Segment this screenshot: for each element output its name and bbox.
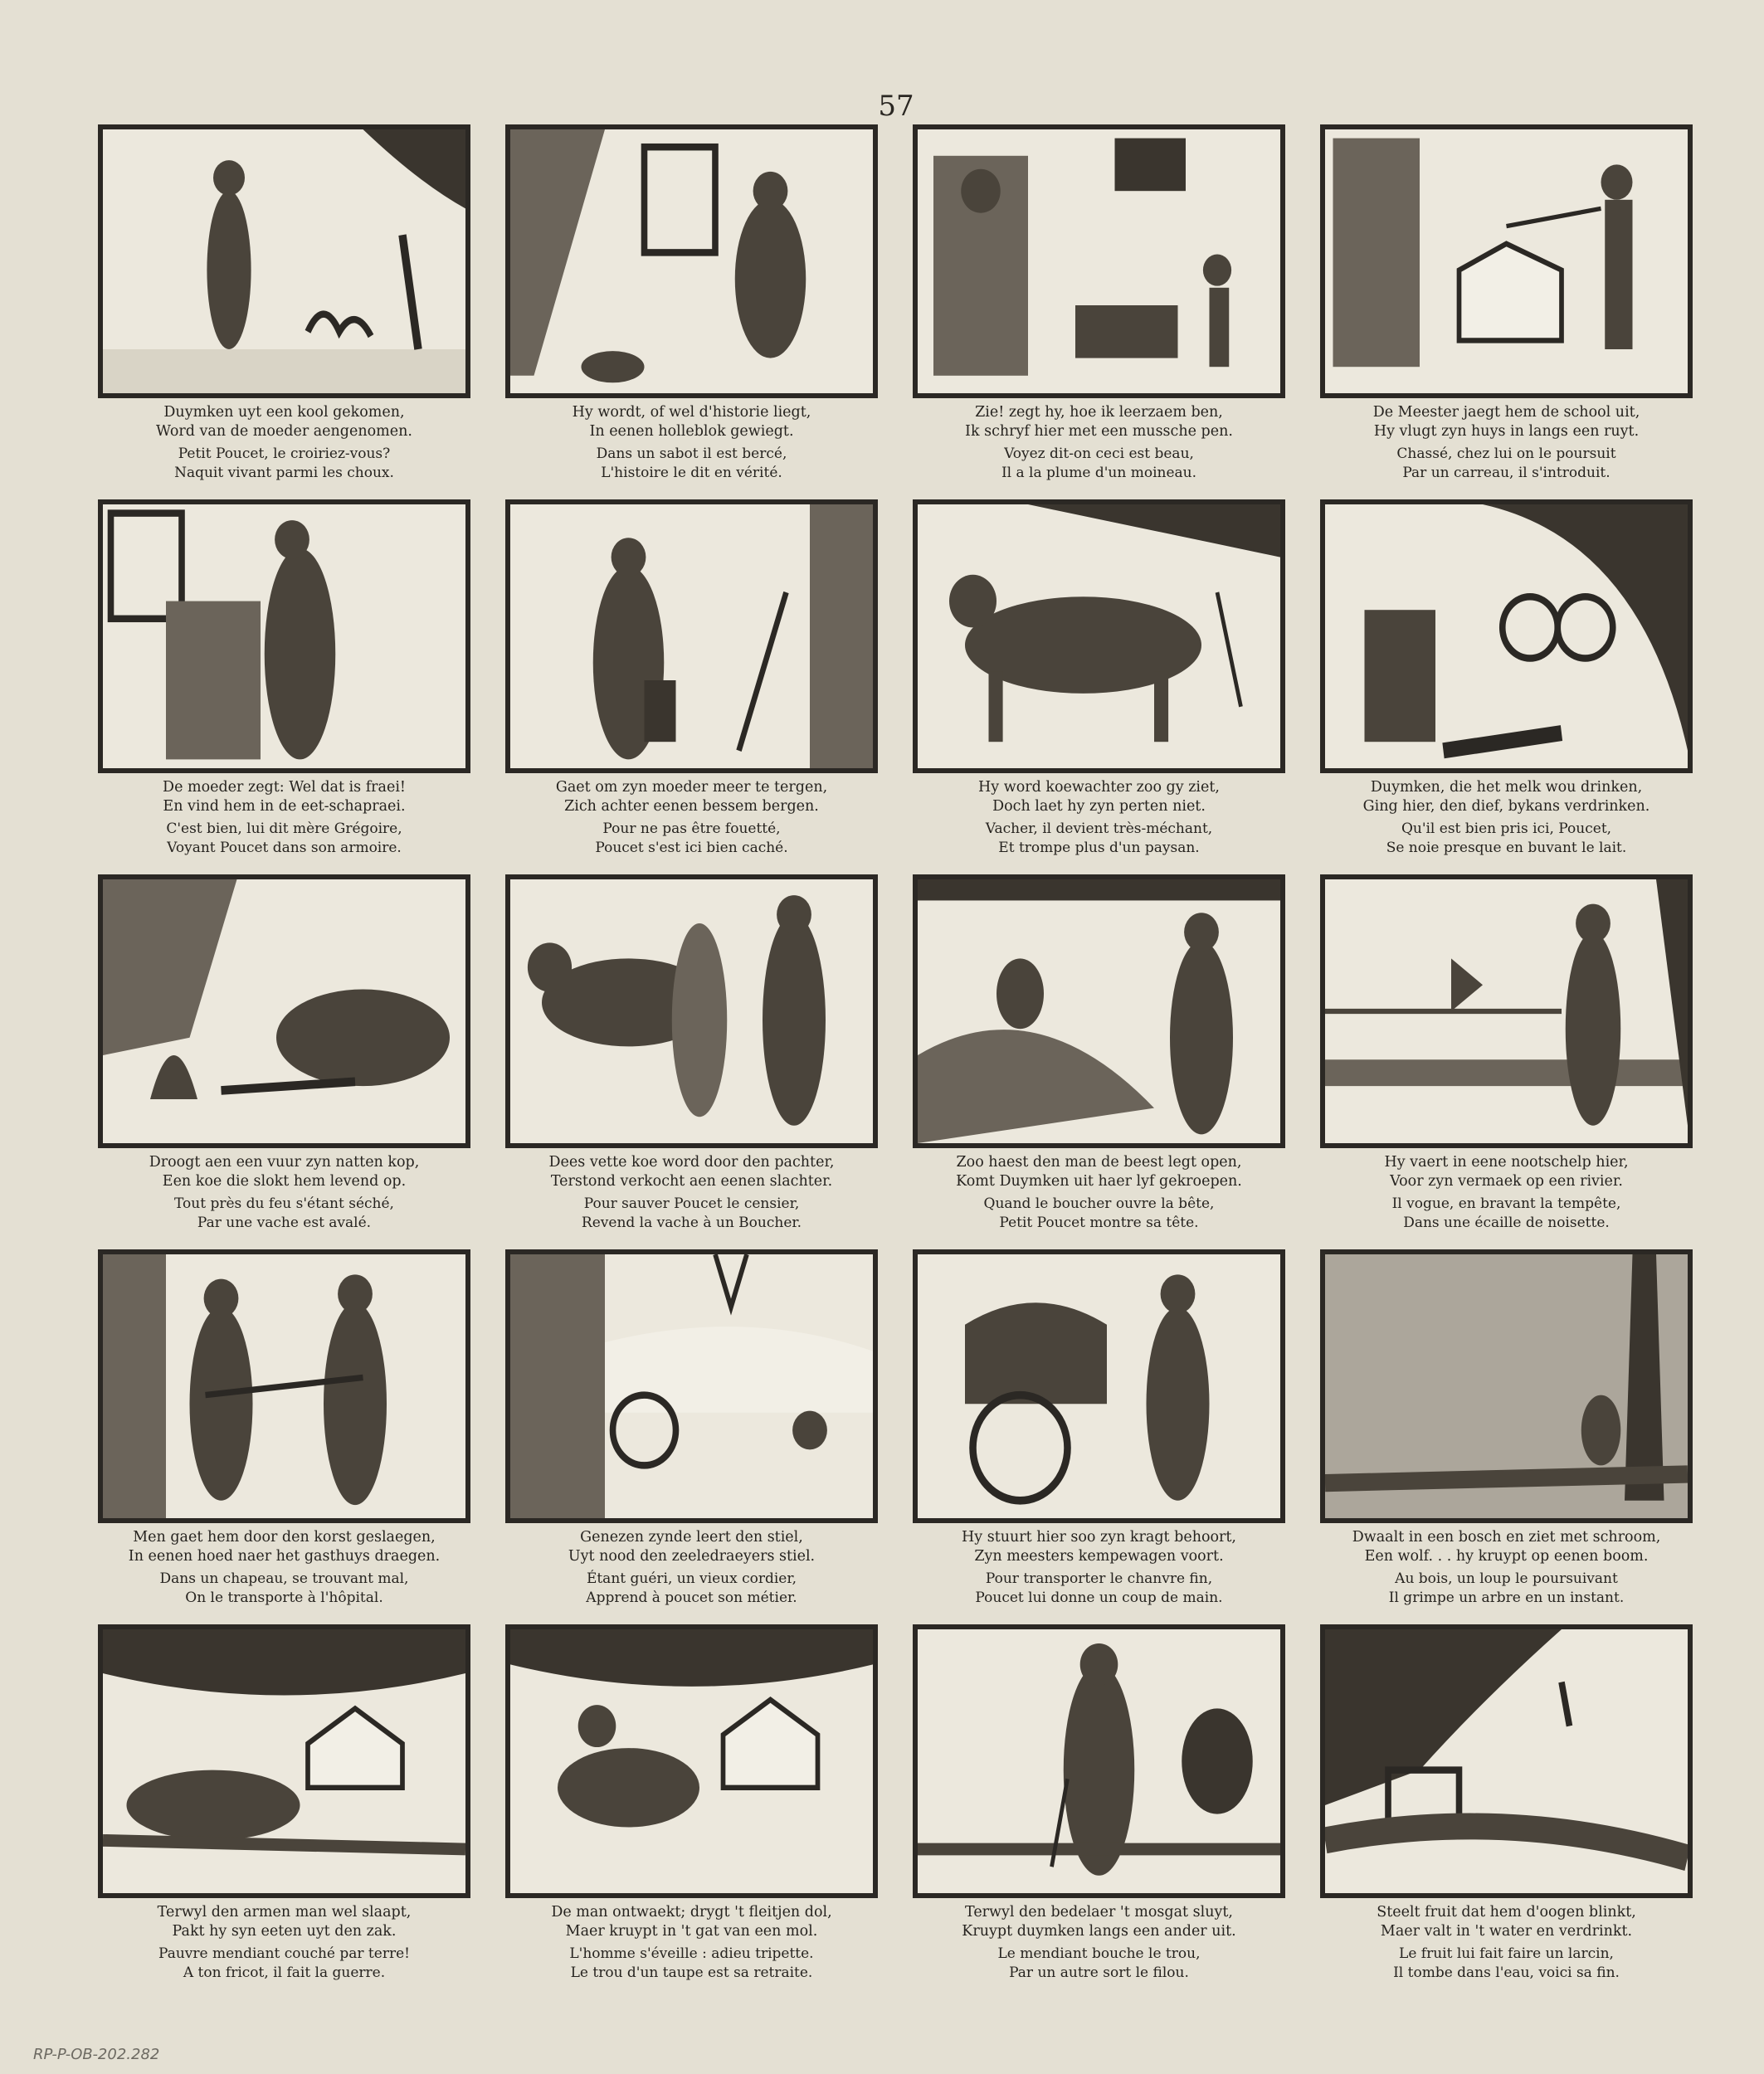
french-verse-line: L'homme s'éveille : adieu tripette.	[569, 1945, 814, 1962]
woodcut-panel	[1320, 1249, 1693, 1616]
french-verse-line: Quand le boucher ouvre la bête,	[983, 1195, 1215, 1212]
french-verse-line: Qu'il est bien pris ici, Poucet,	[1401, 820, 1612, 837]
panel-caption	[149, 1153, 420, 1233]
french-verse-line: Il vogue, en bravant la tempête,	[1391, 1195, 1621, 1212]
french-verse-line: Par un autre sort le filou.	[1009, 1964, 1189, 1981]
dutch-verse-line: Ik schryf hier met een mussche pen.	[965, 423, 1233, 440]
dutch-verse-line: Komt Duymken uit haer lyf gekroepen.	[956, 1173, 1242, 1190]
dutch-verse-line: Dees vette koe word door den pachter,	[548, 1154, 835, 1171]
french-verse-line: On le transporte à l'hôpital.	[185, 1590, 383, 1606]
french-verse-line: Par une vache est avalé.	[197, 1215, 372, 1231]
woodcut-panel	[98, 499, 470, 866]
woodcut-illustration	[913, 1624, 1285, 1898]
dutch-verse-line: De moeder zegt: Wel dat is fraei!	[163, 779, 406, 796]
woodcut-panel	[913, 499, 1285, 866]
woodcut-illustration	[1320, 124, 1693, 398]
woodcut-illustration	[98, 124, 470, 398]
woodcut-illustration	[98, 499, 470, 773]
woodcut-illustration	[98, 874, 470, 1148]
panel-caption	[1352, 1528, 1661, 1608]
dutch-verse-line: Hy wordt, of wel d'historie liegt,	[572, 404, 811, 421]
dutch-verse-line: Zoo haest den man de beest legt open,	[956, 1154, 1242, 1171]
woodcut-illustration	[1320, 874, 1693, 1148]
dutch-verse-line: Voor zyn vermaek op een rivier.	[1390, 1173, 1623, 1190]
french-verse-line: C'est bien, lui dit mère Grégoire,	[166, 820, 402, 837]
dutch-verse-line: Droogt aen een vuur zyn natten kop,	[149, 1154, 420, 1171]
dutch-verse-line: Terwyl den armen man wel slaapt,	[157, 1904, 412, 1921]
dutch-verse-line: Hy word koewachter zoo gy ziet,	[978, 779, 1220, 796]
dutch-verse-line: Word van de moeder aengenomen.	[156, 423, 412, 440]
dutch-verse-line: Doch laet hy zyn perten niet.	[992, 798, 1206, 815]
dutch-verse-line: De Meester jaegt hem de school uit,	[1372, 404, 1640, 421]
woodcut-illustration	[505, 1624, 878, 1898]
dutch-verse-line: Zyn meesters kempewagen voort.	[974, 1548, 1224, 1565]
french-verse-line: Dans une écaille de noisette.	[1403, 1215, 1610, 1231]
panel-caption	[163, 778, 406, 858]
dutch-verse-line: In eenen hoed naer het gasthuys draegen.	[128, 1548, 441, 1565]
panel-caption	[962, 1903, 1235, 1983]
french-verse-line: Dans un sabot il est bercé,	[596, 445, 787, 462]
dutch-verse-line: En vind hem in de eet-schapraei.	[163, 798, 406, 815]
woodcut-illustration	[98, 1624, 470, 1898]
dutch-verse-line: Gaet om zyn moeder meer te tergen,	[555, 779, 828, 796]
dutch-verse-line: Een koe die slokt hem levend op.	[162, 1173, 407, 1190]
french-verse-line: Petit Poucet montre sa tête.	[999, 1215, 1199, 1231]
page-number: 57	[878, 90, 914, 123]
woodcut-grid	[98, 124, 1693, 1991]
dutch-verse-line: Genezen zynde leert den stiel,	[580, 1529, 803, 1546]
dutch-verse-line: Dwaalt in een bosch en ziet met schroom,	[1352, 1529, 1661, 1546]
dutch-verse-line: Zich achter eenen bessem bergen.	[564, 798, 819, 815]
woodcut-illustration	[505, 1249, 878, 1523]
woodcut-panel	[505, 124, 878, 491]
panel-caption	[962, 1528, 1236, 1608]
panel-caption	[568, 1528, 815, 1608]
panel-caption	[158, 1903, 412, 1983]
catalog-mark: RP-P-OB-202.282	[33, 2046, 160, 2063]
woodcut-panel	[913, 874, 1285, 1241]
woodcut-panel	[1320, 499, 1693, 866]
french-verse-line: Naquit vivant parmi les choux.	[174, 465, 394, 481]
woodcut-illustration	[913, 874, 1285, 1148]
woodcut-panel	[98, 1249, 470, 1616]
panel-caption	[551, 1903, 831, 1983]
french-verse-line: Petit Poucet, le croiriez-vous?	[178, 445, 391, 462]
panel-caption	[1377, 1903, 1636, 1983]
woodcut-panel	[913, 124, 1285, 491]
french-verse-line: Pauvre mendiant couché par terre!	[158, 1945, 410, 1962]
dutch-verse-line: Kruypt duymken langs een ander uit.	[962, 1923, 1236, 1940]
woodcut-panel	[1320, 1624, 1693, 1991]
french-verse-line: Chassé, chez lui on le poursuit	[1396, 445, 1616, 462]
french-verse-line: Au bois, un loup le poursuivant	[1395, 1570, 1618, 1587]
woodcut-illustration	[98, 1249, 470, 1523]
dutch-verse-line: Uyt nood den zeeledraeyers stiel.	[568, 1548, 816, 1565]
panel-caption	[1373, 403, 1640, 483]
woodcut-panel	[505, 499, 878, 866]
french-verse-line: A ton fricot, il fait la guerre.	[183, 1964, 386, 1981]
french-verse-line: Étant guéri, un vieux cordier,	[586, 1570, 797, 1587]
french-verse-line: Le mendiant bouche le trou,	[997, 1945, 1201, 1962]
dutch-verse-line: Duymken uyt een kool gekomen,	[163, 404, 405, 421]
french-verse-line: Se noie presque en buvant le lait.	[1386, 840, 1627, 856]
french-verse-line: Poucet lui donne un coup de main.	[975, 1590, 1223, 1606]
woodcut-illustration	[913, 1249, 1285, 1523]
french-verse-line: Le fruit lui fait faire un larcin,	[1399, 1945, 1614, 1962]
dutch-verse-line: Steelt fruit dat hem d'oogen blinkt,	[1377, 1904, 1636, 1921]
french-verse-line: Pour ne pas être fouetté,	[602, 820, 781, 837]
french-verse-line: L'histoire le dit en vérité.	[601, 465, 782, 481]
panel-caption	[156, 403, 412, 483]
woodcut-panel	[505, 1249, 878, 1616]
french-verse-line: Apprend à poucet son métier.	[586, 1590, 797, 1606]
woodcut-panel	[913, 1624, 1285, 1991]
panel-caption	[1384, 1153, 1628, 1233]
french-verse-line: Par un carreau, il s'introduit.	[1402, 465, 1611, 481]
woodcut-panel	[1320, 874, 1693, 1241]
dutch-verse-line: Duymken, die het melk wou drinken,	[1370, 779, 1643, 796]
french-verse-line: Il grimpe un arbre en un instant.	[1388, 1590, 1625, 1606]
french-verse-line: Vacher, il devient très-méchant,	[985, 820, 1213, 837]
woodcut-panel	[505, 874, 878, 1241]
panel-caption	[1363, 778, 1650, 858]
woodcut-illustration	[505, 124, 878, 398]
woodcut-panel	[913, 1249, 1285, 1616]
woodcut-illustration	[913, 124, 1285, 398]
dutch-verse-line: Terstond verkocht aen eenen slachter.	[550, 1173, 833, 1190]
dutch-verse-line: Ging hier, den dief, bykans verdrinken.	[1362, 798, 1650, 815]
dutch-verse-line: Zie! zegt hy, hoe ik leerzaem ben,	[975, 404, 1223, 421]
woodcut-illustration	[913, 499, 1285, 773]
french-verse-line: Et trompe plus d'un paysan.	[998, 840, 1200, 856]
dutch-verse-line: In eenen holleblok gewiegt.	[589, 423, 794, 440]
french-verse-line: Voyez dit-on ceci est beau,	[1004, 445, 1194, 462]
panel-caption	[956, 1153, 1242, 1233]
panel-caption	[549, 1153, 835, 1233]
woodcut-illustration	[1320, 1624, 1693, 1898]
french-verse-line: Tout près du feu s'étant séché,	[174, 1195, 394, 1212]
panel-caption	[556, 778, 827, 858]
panel-caption	[965, 403, 1233, 483]
woodcut-panel	[505, 1624, 878, 1991]
woodcut-panel	[98, 874, 470, 1241]
panel-caption	[978, 778, 1220, 858]
french-verse-line: Pour transporter le chanvre fin,	[985, 1570, 1213, 1587]
dutch-verse-line: Hy vaert in eene nootschelp hier,	[1384, 1154, 1629, 1171]
french-verse-line: Voyant Poucet dans son armoire.	[167, 840, 402, 856]
french-verse-line: Poucet s'est ici bien caché.	[595, 840, 788, 856]
dutch-verse-line: Terwyl den bedelaer 't mosgat sluyt,	[965, 1904, 1233, 1921]
dutch-verse-line: Hy vlugt zyn huys in langs een ruyt.	[1373, 423, 1640, 440]
french-verse-line: Pour sauver Poucet le censier,	[583, 1195, 800, 1212]
woodcut-illustration	[505, 874, 878, 1148]
french-verse-line: Le trou d'un taupe est sa retraite.	[570, 1964, 813, 1981]
woodcut-illustration	[505, 499, 878, 773]
panel-caption	[129, 1528, 440, 1608]
woodcut-panel	[98, 124, 470, 491]
dutch-verse-line: Maer valt in 't water en verdrinkt.	[1380, 1923, 1633, 1940]
french-verse-line: Il a la plume d'un moineau.	[1001, 465, 1197, 481]
dutch-verse-line: Men gaet hem door den korst geslaegen,	[133, 1529, 436, 1546]
dutch-verse-line: Een wolf. . . hy kruypt op eenen boom.	[1364, 1548, 1649, 1565]
woodcut-illustration	[1320, 1249, 1693, 1523]
panel-caption	[573, 403, 811, 483]
dutch-verse-line: De man ontwaekt; drygt 't fleitjen dol,	[551, 1904, 832, 1921]
dutch-verse-line: Maer kruypt in 't gat van een mol.	[565, 1923, 818, 1940]
french-verse-line: Dans un chapeau, se trouvant mal,	[159, 1570, 409, 1587]
woodcut-panel	[98, 1624, 470, 1991]
french-verse-line: Il tombe dans l'eau, voici sa fin.	[1393, 1964, 1620, 1981]
woodcut-illustration	[1320, 499, 1693, 773]
dutch-verse-line: Pakt hy syn eeten uyt den zak.	[172, 1923, 397, 1940]
woodcut-panel	[1320, 124, 1693, 491]
french-verse-line: Revend la vache à un Boucher.	[581, 1215, 802, 1231]
dutch-verse-line: Hy stuurt hier soo zyn kragt behoort,	[962, 1529, 1236, 1546]
